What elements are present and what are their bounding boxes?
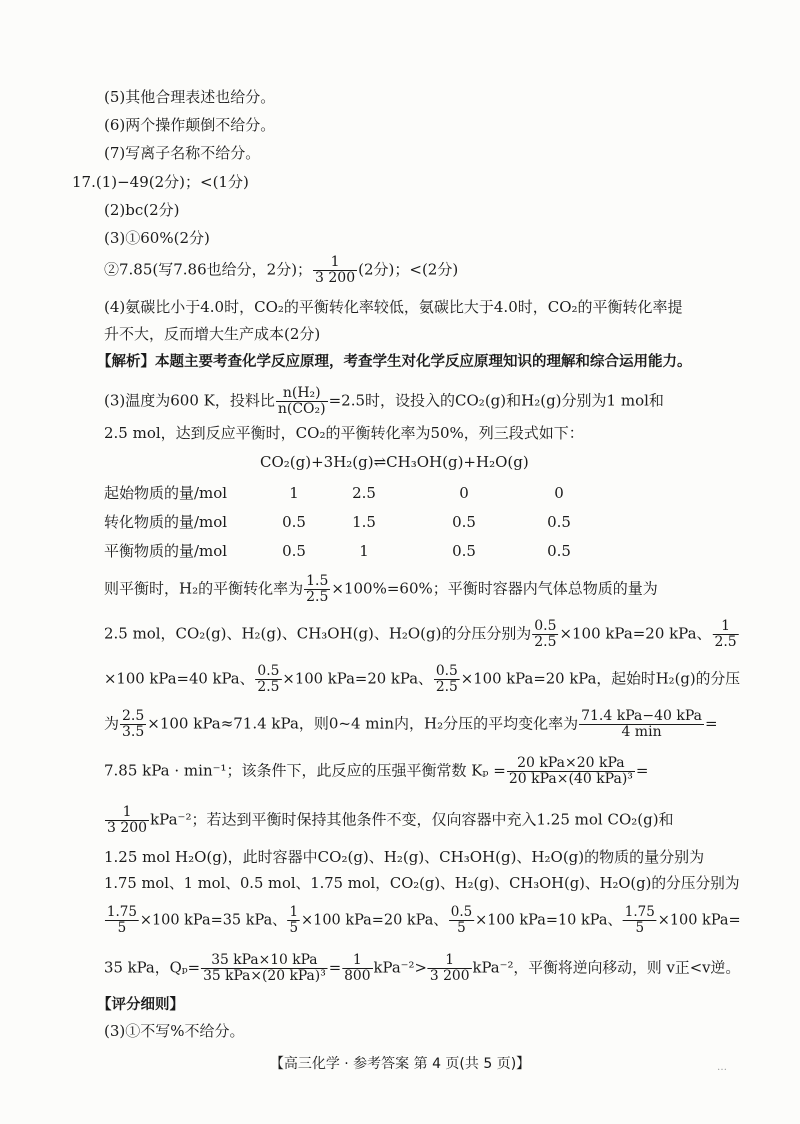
table-cell: 0.5 <box>282 541 306 560</box>
three-stage-table <box>104 478 599 565</box>
table-cell: 0.5 <box>547 512 571 531</box>
page-footer: 【高三化学 · 参考答案 第 4 页(共 5 页)】 <box>269 1056 531 1072</box>
table-cell: 0.5 <box>452 541 476 560</box>
table-row <box>104 507 599 536</box>
fraction: $\frac{\text{n(H₂)}}{\text{n(CO₂)}}$ <box>277 385 326 417</box>
text: 则平衡时，H₂的平衡转化率为 <box>104 579 304 598</box>
table-cell: 0 <box>554 483 564 502</box>
table-cell: 1.5 <box>352 512 376 531</box>
text: ×100 kPa=40 kPa、 <box>104 669 255 688</box>
text: ×100 kPa= <box>657 910 741 929</box>
analysis-line-4 <box>104 709 718 740</box>
table-cell: 0.5 <box>282 512 306 531</box>
analysis-line-7: 1.25 mol H₂O(g)，此时容器中CO₂(g)、H₂(g)、CH₃OH(g)、H₂O(g)的物质的量分别为 <box>104 848 705 866</box>
analysis-para-2: 2.5 mol，达到反应平衡时，CO₂的平衡转化率为50%，列三段式如下： <box>104 424 584 442</box>
analysis-line-9 <box>104 905 741 936</box>
fraction: $\frac{1}{2.5}$ <box>714 618 737 650</box>
text: ×100 kPa=20 kPa、 <box>559 624 712 643</box>
analysis-line-2 <box>104 619 740 650</box>
fraction: $\frac{1}{3 200}$ <box>429 952 470 984</box>
scoring-item: (3)①不写%不给分。 <box>104 1022 245 1040</box>
answer-17-2: (2)bc(2分) <box>104 201 180 219</box>
text: 2.5 mol，CO₂(g)、H₂(g)、CH₃OH(g)、H₂O(g)的分压分别为 <box>104 624 532 643</box>
text: ②7.85(写7.86也给分，2分)； <box>104 260 313 279</box>
fraction: $\frac{0.5}{2.5}$ <box>435 663 458 695</box>
fraction: $\frac{\text{71.4 kPa−40 kPa}}{4 \min}$ <box>581 708 702 740</box>
text: kPa⁻²；若达到平衡时保持其他条件不变，仅向容器中充入1.25 mol CO₂(g)和 <box>150 810 674 829</box>
analysis-line-10 <box>104 953 740 984</box>
table-cell: 0.5 <box>547 541 571 560</box>
text: =2.5时，设投入的CO₂(g)和H₂(g)分别为1 mol和 <box>328 391 664 410</box>
fraction: $\frac{1}{3 200}$ <box>315 254 356 286</box>
analysis-para-1 <box>104 386 664 417</box>
fraction: $\frac{1.75}{5}$ <box>106 904 137 936</box>
analysis-line-3 <box>104 664 740 695</box>
analysis-line-6 <box>104 805 674 836</box>
text: ×100 kPa=35 kPa、 <box>139 910 287 929</box>
text: ×100 kPa=20 kPa、 <box>301 910 448 929</box>
fraction: $\frac{1.5}{2.5}$ <box>306 573 329 605</box>
answer-17-3-2 <box>104 255 458 286</box>
note-6: (6)两个操作颠倒不给分。 <box>104 116 276 134</box>
analysis-line-1 <box>104 574 658 605</box>
analysis-line-8: 1.75 mol、1 mol、0.5 mol、1.75 mol，CO₂(g)、H₂(g)、CH₃OH(g)、H₂O(g)的分压分别为 <box>104 874 740 892</box>
table-cell: 2.5 <box>352 483 376 502</box>
table-cell: 1 <box>289 483 299 502</box>
text: 为 <box>104 714 120 733</box>
text: kPa⁻²，平衡将逆向移动，则 v正<v逆。 <box>472 958 741 977</box>
fraction: $\frac{0.5}{5}$ <box>450 904 473 936</box>
fraction: $\frac{0.5}{2.5}$ <box>257 663 280 695</box>
text: ×100 kPa=10 kPa、 <box>475 910 622 929</box>
text: (2分)；<(2分) <box>358 260 459 279</box>
note-5: (5)其他合理表述也给分。 <box>104 88 276 106</box>
text: = <box>704 714 718 733</box>
text: ×100 kPa=20 kPa、 <box>282 669 433 688</box>
text: = <box>635 761 649 780</box>
answer-17-3-1: (3)①60%(2分) <box>104 229 210 247</box>
answer-17-4-line2: 升不大，反而增大生产成本(2分) <box>104 325 321 343</box>
text: kPa⁻²> <box>373 958 427 977</box>
row-label: 转化物质的量/mol <box>104 513 228 531</box>
fraction: $\frac{1}{800}$ <box>344 952 371 984</box>
scan-mark: … <box>717 1062 727 1073</box>
table-cell: 1 <box>359 541 369 560</box>
analysis-heading: 【解析】本题主要考查化学反应原理，考查学生对化学反应原理知识的理解和综合运用能力。 <box>97 354 692 370</box>
answer-17-4-line1: (4)氨碳比小于4.0时，CO₂的平衡转化率较低，氨碳比大于4.0时，CO₂的平衡转化率提 <box>104 298 683 316</box>
fraction: $\frac{0.5}{2.5}$ <box>534 618 557 650</box>
fraction: $\frac{1.75}{5}$ <box>624 904 655 936</box>
fraction: $\frac{1}{5}$ <box>289 904 299 936</box>
analysis-line-5 <box>104 756 648 787</box>
table-cell: 0 <box>459 483 469 502</box>
text: ×100 kPa=20 kPa，起始时H₂(g)的分压 <box>460 669 741 688</box>
table-cell: 0.5 <box>452 512 476 531</box>
row-label: 平衡物质的量/mol <box>104 542 228 560</box>
note-7: (7)写离子名称不给分。 <box>104 144 261 162</box>
reaction-equation: CO₂(g)+3H₂(g)⇌CH₃OH(g)+H₂O(g) <box>260 453 529 471</box>
text: = <box>328 958 342 977</box>
table-row <box>104 536 599 565</box>
text: (3)温度为600 K，投料比 <box>104 391 275 410</box>
fraction: $\frac{2.5}{3.5}$ <box>122 708 145 740</box>
row-label: 起始物质的量/mol <box>104 484 228 502</box>
fraction: $\frac{\text{20 kPa×20 kPa}}{\text{20 kPa×(40 kPa)³}}$ <box>508 755 633 787</box>
text: 7.85 kPa · min⁻¹；该条件下，此反应的压强平衡常数 Kₚ = <box>104 761 506 780</box>
table-row <box>104 478 599 507</box>
fraction: $\frac{1}{3 200}$ <box>107 804 148 836</box>
answer-17-1: 17.(1)−49(2分)；<(1分) <box>72 173 249 191</box>
fraction: $\frac{\text{35 kPa×10 kPa}}{\text{35 kPa×(20 kPa)³}}$ <box>203 952 326 984</box>
text: 35 kPa，Qₚ= <box>104 958 201 977</box>
text: ×100%=60%；平衡时容器内气体总物质的量为 <box>331 579 658 598</box>
text: ×100 kPa≈71.4 kPa，则0~4 min内，H₂分压的平均变化率为 <box>147 714 579 733</box>
scoring-heading: 【评分细则】 <box>97 997 184 1013</box>
